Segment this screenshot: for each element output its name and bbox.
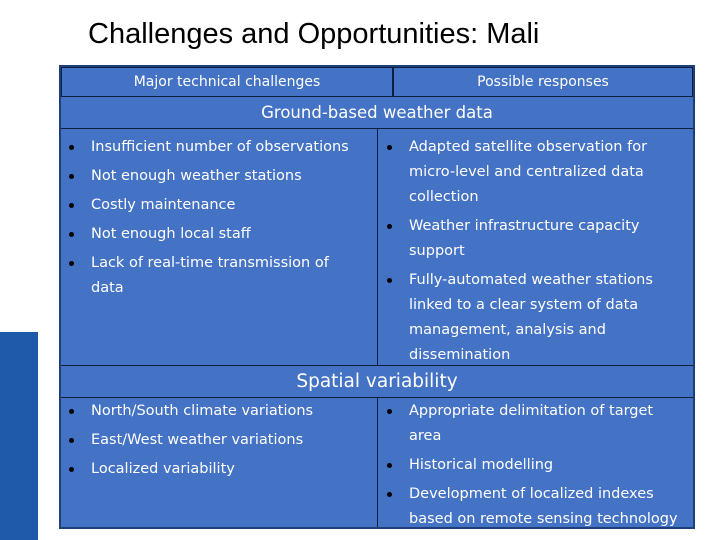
header-responses: Possible responses [393, 67, 693, 97]
list-item [91, 222, 371, 247]
slide-title: Challenges and Opportunities: Mali [88, 18, 540, 50]
response-text: Historical modelling [409, 457, 554, 473]
list-item [91, 428, 371, 453]
accent-bar [0, 332, 38, 540]
response-text: Development of localized indexes based on remote sensing technology [409, 486, 678, 527]
bullet-icon [69, 174, 74, 179]
header-challenges: Major technical challenges [61, 67, 393, 97]
challenge-text: Localized variability [91, 461, 235, 477]
column-divider [377, 129, 378, 365]
bullet-icon [69, 203, 74, 208]
bullet-icon [387, 224, 392, 229]
bullet-icon [387, 145, 392, 150]
challenge-text: North/South climate variations [91, 403, 314, 419]
bullet-icon [387, 463, 392, 468]
challenge-text: Not enough local staff [91, 226, 251, 242]
list-item [409, 214, 674, 264]
list-item [409, 135, 674, 210]
list-item [409, 399, 681, 449]
column-divider [377, 398, 378, 527]
response-text: Fully-automated weather stations linked to a clear system of data management, analysis and dissemination [409, 272, 653, 363]
section-title-ground: Ground-based weather data [61, 97, 693, 129]
challenge-text: Costly maintenance [91, 197, 236, 213]
bullet-icon [69, 409, 74, 414]
challenge-text: Lack of real-time transmission of data [91, 255, 329, 296]
list-item [91, 399, 371, 424]
bullet-icon [69, 438, 74, 443]
list-item [91, 251, 349, 301]
list-item [91, 135, 371, 160]
list-item [91, 193, 371, 218]
bullet-icon [69, 467, 74, 472]
list-item [409, 453, 681, 478]
challenges-table [59, 65, 695, 529]
challenge-text: Not enough weather stations [91, 168, 302, 184]
bullet-icon [69, 232, 74, 237]
response-text: Weather infrastructure capacity support [409, 218, 640, 259]
response-text: Adapted satellite observation for micro-level and centralized data collection [409, 139, 648, 205]
list-item [91, 457, 371, 482]
list-item [409, 482, 689, 532]
bullet-icon [69, 145, 74, 150]
challenge-text: Insufficient number of observations [91, 139, 349, 155]
section-title-spatial: Spatial variability [61, 366, 693, 398]
response-text: Appropriate delimitation of target area [409, 403, 654, 444]
bullet-icon [69, 261, 74, 266]
list-item [409, 268, 674, 368]
bullet-icon [387, 492, 392, 497]
bullet-icon [387, 409, 392, 414]
bullet-icon [387, 278, 392, 283]
list-item [91, 164, 371, 189]
challenge-text: East/West weather variations [91, 432, 304, 448]
